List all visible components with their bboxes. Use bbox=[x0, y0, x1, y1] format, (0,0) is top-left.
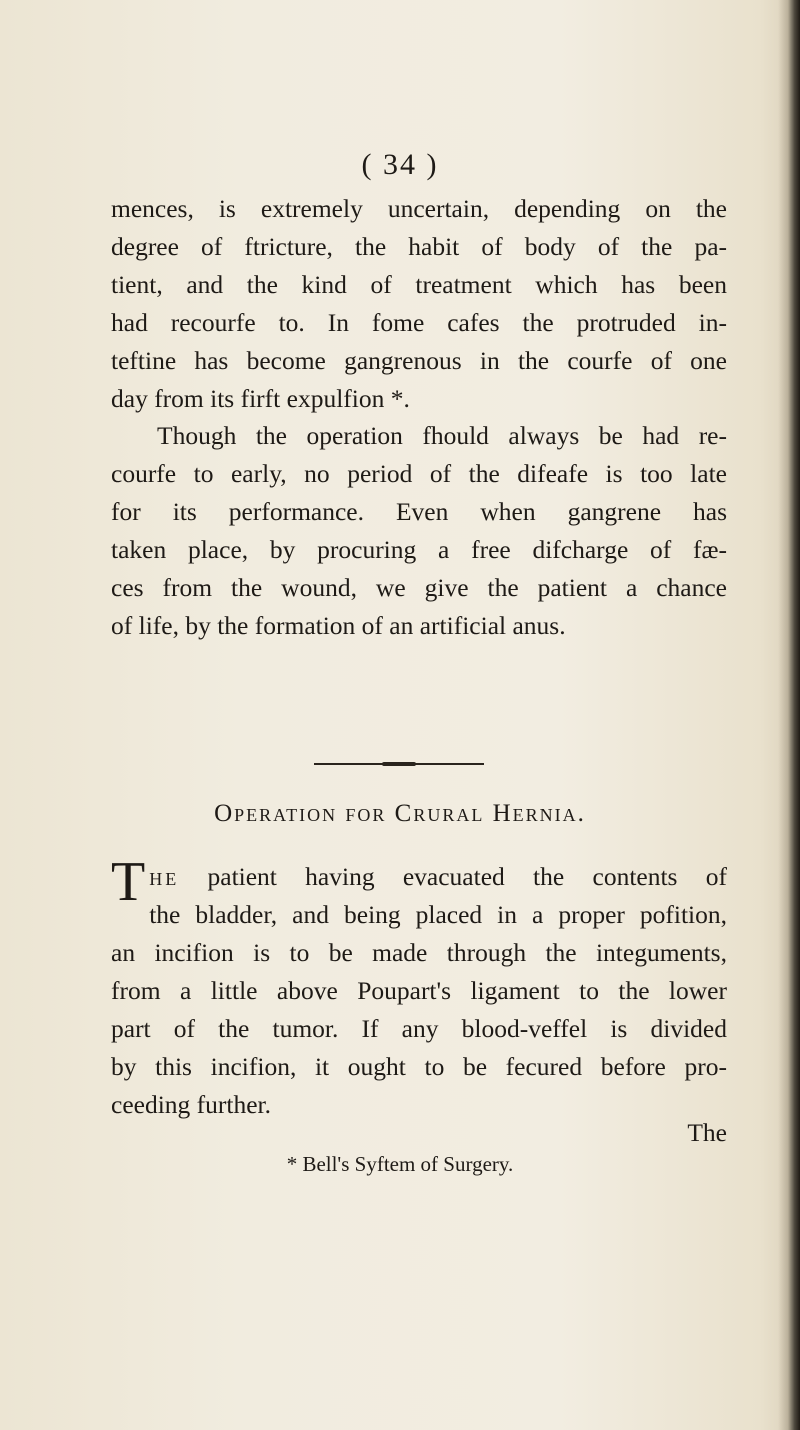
text-line: from a little above Poupart's ligament to the lower bbox=[111, 976, 727, 1005]
text-line: teftine has become gangrenous in the courfe of one bbox=[111, 346, 727, 375]
text-line: by this incifion, it ought to be fecured before pro- bbox=[111, 1052, 727, 1081]
paragraph-3 bbox=[111, 851, 727, 1124]
section-divider bbox=[314, 763, 484, 765]
text-line: for its performance. Even when gangrene has bbox=[111, 497, 727, 526]
first-line-text: patient having evacuated the contents of bbox=[207, 862, 727, 891]
text-line: Though the operation fhould always be had re- bbox=[157, 421, 727, 450]
catchword: The bbox=[687, 1118, 727, 1147]
text-line: degree of ftricture, the habit of body of the pa- bbox=[111, 232, 727, 261]
text-line: mences, is extremely uncertain, depending on the bbox=[111, 194, 727, 223]
first-word-rest: he bbox=[149, 862, 180, 891]
text-line: ces from the wound, we give the patient a chance bbox=[111, 573, 727, 602]
text-line: part of the tumor. If any blood-veffel is divided bbox=[111, 1014, 727, 1043]
page-number: ( 34 ) bbox=[361, 148, 439, 181]
section-heading: Operation for Crural Hernia. bbox=[214, 800, 586, 827]
text-line: an incifion is to be made through the integuments, bbox=[111, 938, 727, 967]
text-line: had recourfe to. In fome cafes the protruded in- bbox=[111, 308, 727, 337]
drop-cap: T bbox=[111, 851, 146, 913]
text-line: courfe to early, no period of the difeafe is too late bbox=[111, 459, 727, 488]
paragraph-1 bbox=[111, 190, 727, 418]
footnote: * Bell's Syftem of Surgery. bbox=[286, 1152, 514, 1176]
text-line: the bladder, and being placed in a proper pofition, bbox=[149, 900, 727, 929]
text-line: ceeding further. bbox=[111, 1090, 272, 1119]
text-line: day from its firft expulfion *. bbox=[111, 384, 410, 413]
text-line: tient, and the kind of treatment which has been bbox=[111, 270, 727, 299]
text-line: of life, by the formation of an artificial anus. bbox=[111, 611, 566, 640]
page-edge-shadow bbox=[778, 0, 800, 1430]
text-line-first bbox=[111, 858, 727, 896]
paragraph-2 bbox=[111, 417, 727, 645]
text-line: taken place, by procuring a free difcharge of fæ- bbox=[111, 535, 727, 564]
